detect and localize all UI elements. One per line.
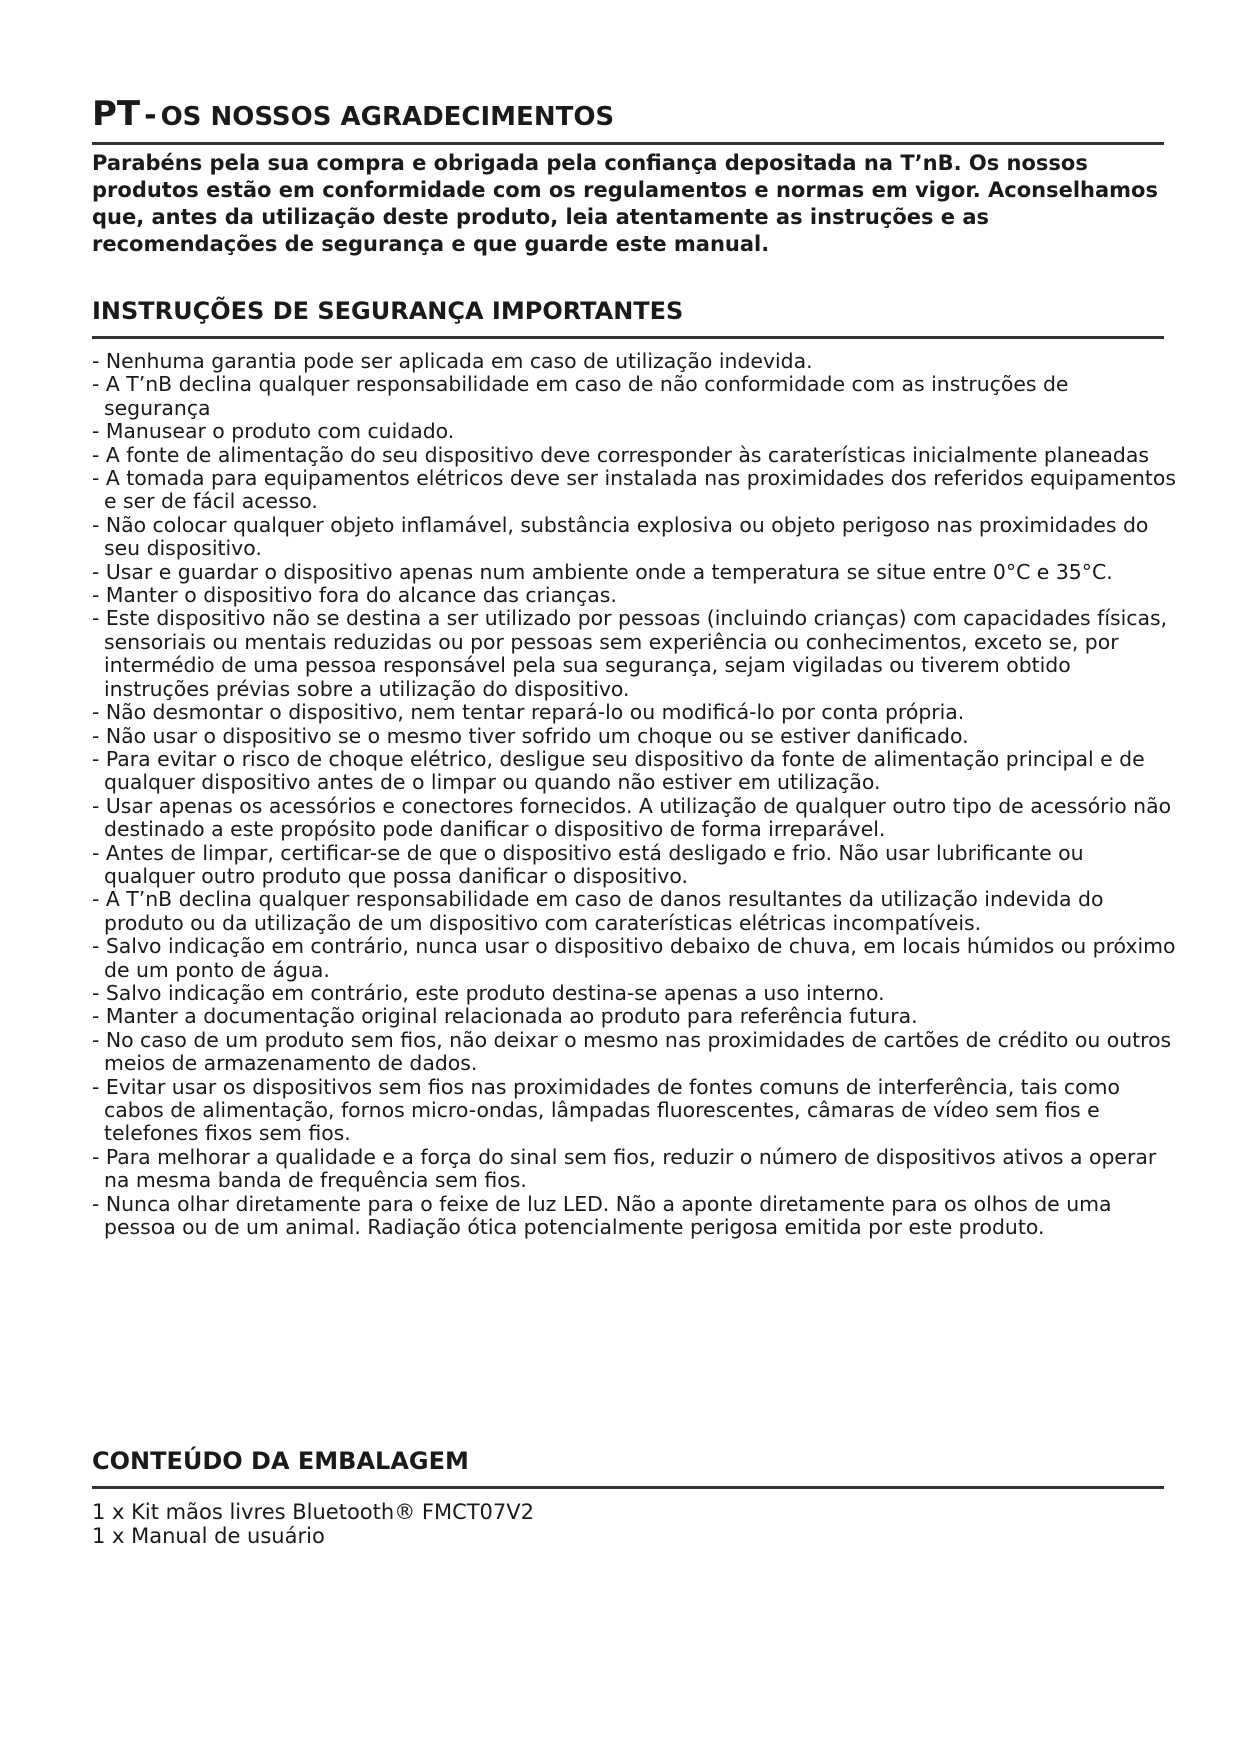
list-item: - Manter o dispositivo fora do alcance das crianças. xyxy=(92,583,617,608)
list-item: - Não colocar qualquer objeto inflamável, substância explosiva ou objeto perigoso nas proximidades do seu dispositivo. xyxy=(92,512,1149,561)
list-item: - No caso de um produto sem fios, não deixar o mesmo nas proximidades de cartões de crédito ou outros meios de armazenamento de dados. xyxy=(92,1027,1172,1076)
list-item: - Não usar o dispositivo se o mesmo tiver sofrido um choque ou se estiver danificado. xyxy=(92,723,969,748)
list-item: - Para melhorar a qualidade e a força do sinal sem fios, reduzir o número de dispositivos ativos a operar na mesma banda de frequência sem fios. xyxy=(92,1144,1157,1193)
package-contents-list xyxy=(92,1500,992,1548)
list-item: - Salvo indicação em contrário, este produto destina-se apenas a uso interno. xyxy=(92,980,885,1005)
list-item: - Nunca olhar diretamente para o feixe de luz LED. Não a aponte diretamente para os olhos de uma pessoa ou de um animal. Radiação ótica potencialmente perigosa emitida por este produto. xyxy=(92,1191,1112,1240)
list-item: - Manusear o produto com cuidado. xyxy=(92,419,455,444)
list-item: - Antes de limpar, certificar-se de que o dispositivo está desligado e frio. Não usar lubrificante ou qualquer outro produto que possa danificar o dispositivo. xyxy=(92,840,1084,888)
list-item: - A tomada para equipamentos elétricos deve ser instalada nas proximidades dos referidos equipamentos e ser de fácil acesso. xyxy=(92,466,1177,514)
list-item: - A T’nB declina qualquer responsabilidade em caso de danos resultantes da utilização indevida do produto ou da utilização de um dispositivo com caraterísticas elétricas incompatíveis. xyxy=(92,887,1104,935)
package-heading: CONTEÚDO DA EMBALAGEM xyxy=(92,1447,469,1475)
page-heading xyxy=(92,94,614,134)
safety-heading: INSTRUÇÕES DE SEGURANÇA IMPORTANTES xyxy=(92,297,684,325)
heading-title: OS NOSSOS AGRADECIMENTOS xyxy=(160,102,615,132)
list-item: - Para evitar o risco de choque elétrico, desligue seu dispositivo da fonte de alimentação principal e de qualquer dispositivo antes de o limpar ou quando não estiver em utilização. xyxy=(92,746,1145,795)
safety-rule xyxy=(92,336,1164,339)
list-item: - Salvo indicação em contrário, nunca usar o dispositivo debaixo de chuva, em locais húmidos ou próximo de um ponto de água. xyxy=(92,934,1176,982)
heading-rule xyxy=(92,142,1164,145)
list-item: - Usar e guardar o dispositivo apenas num ambiente onde a temperatura se situe entre 0°C e 35°C. xyxy=(92,559,1113,584)
list-item: - Manter a documentação original relacionada ao produto para referência futura. xyxy=(92,1004,918,1029)
list-item: - Evitar usar os dispositivos sem fios nas proximidades de fontes comuns de interferência, tais como cabos de alimentação, fornos micro-ondas, lâmpadas fluorescentes, câmaras de vídeo sem fios e telefones fixos sem fios. xyxy=(92,1074,1120,1146)
package-rule xyxy=(92,1486,1164,1489)
package-item: 1 x Kit mãos livres Bluetooth® FMCT07V2 xyxy=(92,1500,535,1524)
list-item: - Este dispositivo não se destina a ser utilizado por pessoas (incluindo crianças) com capacidades físicas, sensoriais ou mentais reduzidas ou por pessoas sem experiência ou conhecimentos, exceto se, por intermédio de uma pessoa responsável pela sua segurança, sejam vigiladas ou tiverem obtido instruções prévias sobre a utilização do dispositivo. xyxy=(92,606,1168,701)
package-item: 1 x Manual de usuário xyxy=(92,1524,325,1548)
heading-separator: - xyxy=(144,98,157,133)
list-item: - A T’nB declina qualquer responsabilidade em caso de não conformidade com as instruções de segurança xyxy=(92,372,1069,420)
language-code: PT xyxy=(92,94,141,134)
list-item: - Usar apenas os acessórios e conectores fornecidos. A utilização de qualquer outro tipo de acessório não destinado a este propósito pode danificar o dispositivo de forma irreparável. xyxy=(92,793,1172,842)
list-item: - A fonte de alimentação do seu dispositivo deve corresponder às caraterísticas inicialmente planeadas xyxy=(92,442,1149,467)
safety-instructions-list xyxy=(92,350,1177,1239)
list-item: - Nenhuma garantia pode ser aplicada em caso de utilização indevida. xyxy=(92,349,813,373)
list-item: - Não desmontar o dispositivo, nem tentar repará-lo ou modificá-lo por conta própria. xyxy=(92,700,965,725)
intro-paragraph: Parabéns pela sua compra e obrigada pela confiança depositada na T’nB. Os nossos produtos estão em conformidade com os regulamentos e normas em vigor. Aconselhamos que, antes da utilização deste produto, leia atentamente as instruções e as recomendações de segurança e que guarde este manual. xyxy=(92,151,1158,256)
